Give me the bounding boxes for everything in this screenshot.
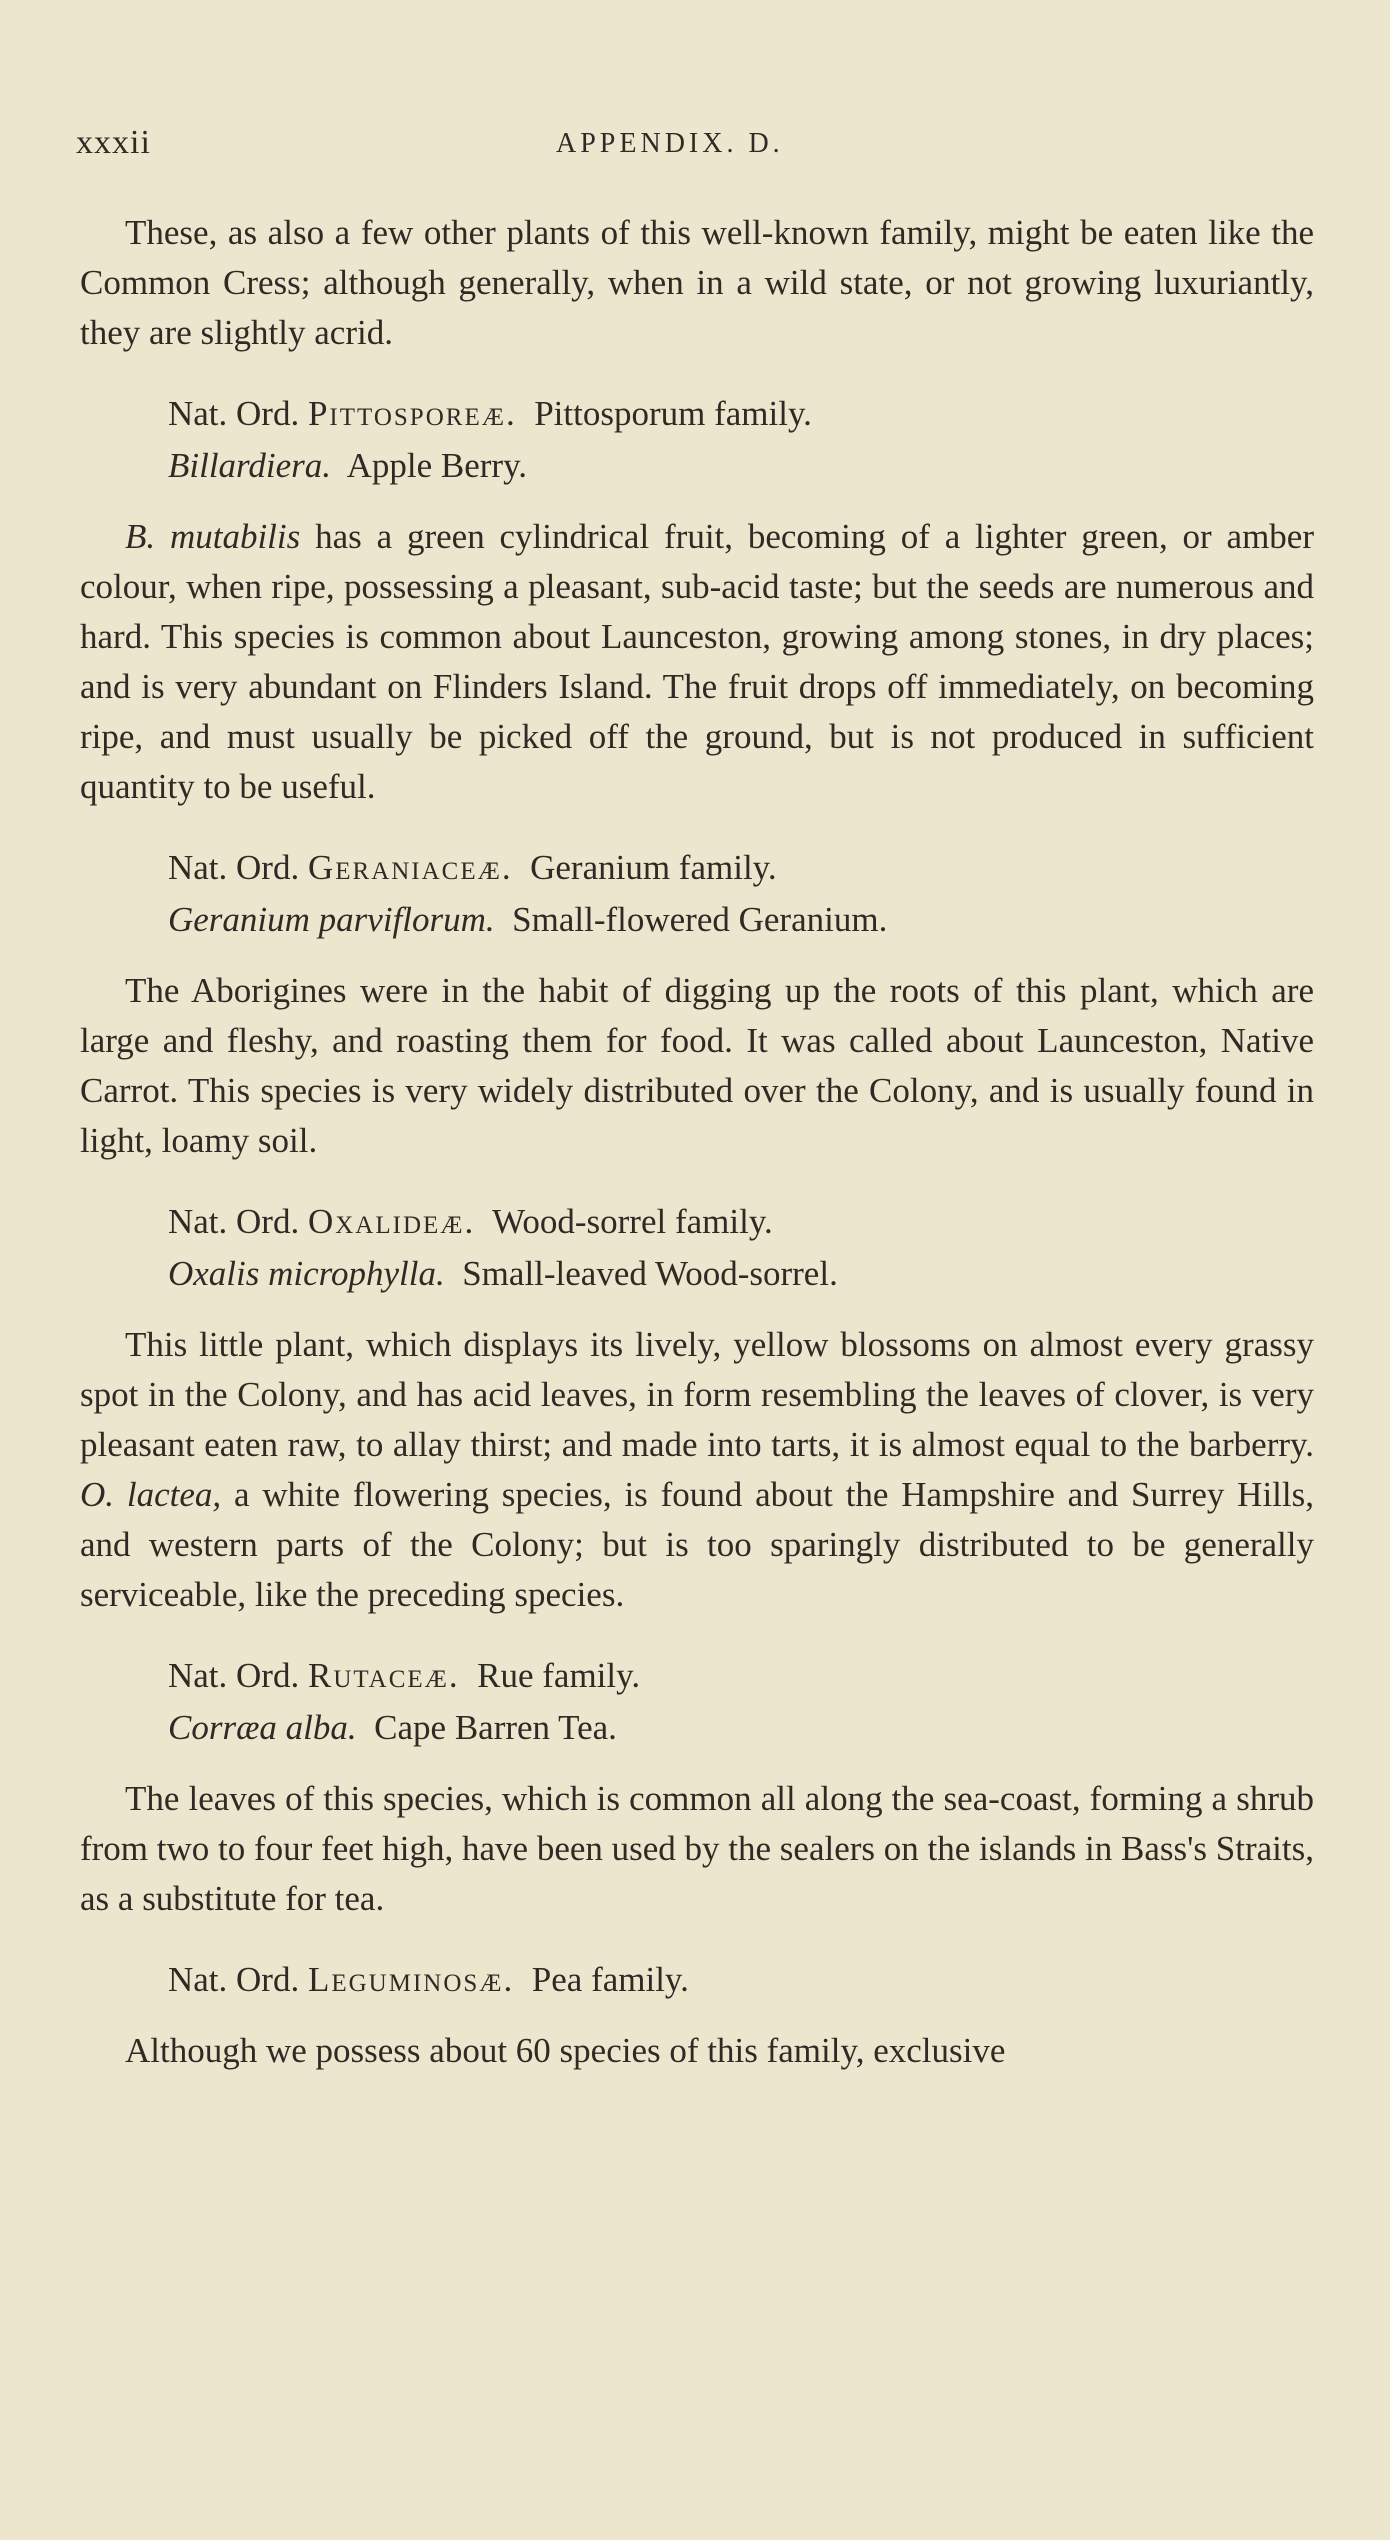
order-name: Rutaceæ. — [307, 1656, 460, 1695]
species-name: O. lactea, — [80, 1475, 222, 1514]
genus-name: Geranium parviflorum. — [168, 900, 495, 939]
family-name: Wood-sorrel family. — [492, 1202, 773, 1241]
leguminosae-paragraph: Although we possess about 60 species of this family, exclusive — [125, 2031, 1006, 2070]
order-name: Leguminosæ. — [307, 1960, 515, 1999]
order-heading: Nat. Ord. Geraniaceæ. Geranium family. — [168, 848, 777, 887]
genus-name: Oxalis microphylla. — [168, 1254, 445, 1293]
geraniaceae-paragraph: The Aborigines were in the habit of digging up the roots of this plant, which are large and fleshy, and roasting them for food. It was called about Launceston, Native Carrot. This species is very widely distributed over the Colony, and is usually found in light, loamy soil. — [80, 971, 1314, 1160]
genus-name: Corræa alba. — [168, 1708, 357, 1747]
section-rutaceae — [80, 1650, 1314, 1754]
genus-heading — [80, 894, 1314, 946]
page-body — [80, 208, 1314, 2076]
common-name: Small-flowered Geranium. — [512, 900, 888, 939]
running-title: APPENDIX. D. — [556, 128, 784, 159]
order-name: Oxalideæ. — [307, 1202, 476, 1241]
order-heading: Nat. Ord. Oxalideæ. Wood-sorrel family. — [168, 1202, 773, 1241]
order-heading: Nat. Ord. Leguminosæ. Pea family. — [168, 1960, 689, 1999]
section-oxalideae — [80, 1196, 1314, 1300]
page-header — [76, 124, 1326, 174]
common-name: Small-leaved Wood-sorrel. — [462, 1254, 838, 1293]
oxalideae-paragraph: This little plant, which displays its lively, yellow blossoms on almost every grassy spot in the Colony, and has acid leaves, in form resembling the leaves of clover, is very pleasant eaten raw, to allay thirst; and made into tarts, it is almost equal to the barberry. O. lactea, a white flowering species, is found about the Hampshire and Surrey Hills, and western parts of the Colony; but is too sparingly distributed to be generally serviceable, like the preceding species. — [80, 1325, 1314, 1614]
order-name: Geraniaceæ. — [307, 848, 513, 887]
section-pittosporeae — [80, 388, 1314, 492]
family-name: Geranium family. — [530, 848, 777, 887]
genus-heading — [80, 1248, 1314, 1300]
genus-heading — [80, 440, 1314, 492]
genus-name: Billardiera. — [168, 446, 332, 485]
common-name: Apple Berry. — [346, 446, 528, 485]
order-heading: Nat. Ord. Pittosporeæ. Pittosporum family. — [168, 394, 812, 433]
family-name: Pea family. — [531, 1960, 689, 1999]
section-leguminosae — [80, 1954, 1314, 2006]
family-name: Rue family. — [477, 1656, 641, 1695]
order-heading: Nat. Ord. Rutaceæ. Rue family. — [168, 1656, 641, 1695]
page-number: xxxii — [76, 124, 151, 161]
section-geraniaceae — [80, 842, 1314, 946]
pittosporeae-paragraph: B. mutabilis has a green cylindrical fruit, becoming of a lighter green, or amber colour, when ripe, possessing a pleasant, sub-acid taste; but the seeds are numerous and hard. This species is common about Launceston, growing among stones, in dry places; and is very abundant on Flinders Island. The fruit drops off immediately, on becoming ripe, and must usually be picked off the ground, but is not produced in sufficient quantity to be useful. — [80, 517, 1314, 806]
intro-paragraph: These, as also a few other plants of this well-known family, might be eaten like the Common Cress; although generally, when in a wild state, or not growing luxuriantly, they are slightly acrid. — [80, 213, 1314, 352]
family-name: Pittosporum family. — [534, 394, 812, 433]
common-name: Cape Barren Tea. — [374, 1708, 617, 1747]
rutaceae-paragraph: The leaves of this species, which is common all along the sea-coast, forming a shrub from two to four feet high, have been used by the sealers on the islands in Bass's Straits, as a substitute for tea. — [80, 1779, 1314, 1918]
order-name: Pittosporeæ. — [307, 394, 517, 433]
species-name: B. mutabilis — [125, 517, 301, 556]
genus-heading — [80, 1702, 1314, 1754]
